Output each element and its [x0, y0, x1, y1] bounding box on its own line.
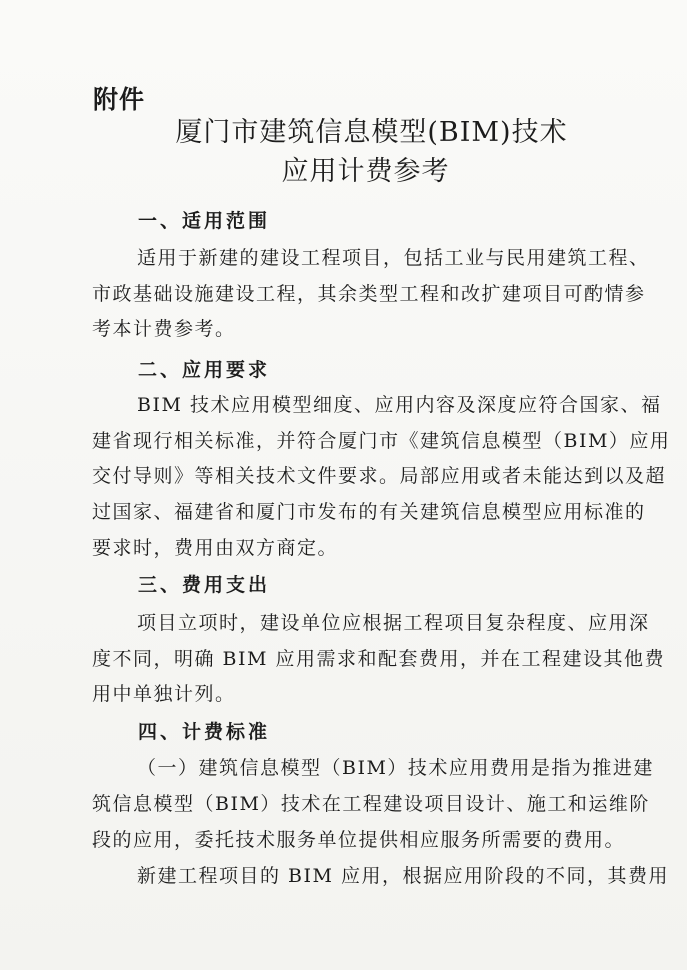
- annex-label: 附件: [93, 85, 146, 114]
- paragraph-line: 项目立项时，建设单位应根据工程项目复杂程度、应用深: [137, 612, 650, 634]
- paragraph-line: 用中单独计列。: [92, 683, 236, 705]
- section-heading-expenses: 三、费用支出: [138, 574, 271, 596]
- paragraph-line: 考本计费参考。: [92, 318, 236, 340]
- paragraph-line: BIM 技术应用模型细度、应用内容及深度应符合国家、福: [137, 394, 662, 416]
- paragraph-line: 交付导则》等相关技术文件要求。局部应用或者未能达到以及超: [92, 465, 667, 487]
- document-title-line-2: 应用计费参考: [281, 156, 450, 187]
- section-heading-scope: 一、适用范围: [138, 210, 271, 232]
- paragraph-line: 要求时，费用由双方商定。: [92, 537, 339, 559]
- paragraph-line: 建省现行相关标准，并符合厦门市《建筑信息模型（BIM）应用: [92, 430, 671, 452]
- paragraph-line: 市政基础设施建设工程，其余类型工程和改扩建项目可酌情参: [92, 283, 646, 305]
- paragraph-line: 新建工程项目的 BIM 应用，根据应用阶段的不同，其费用: [137, 865, 670, 887]
- section-heading-requirements: 二、应用要求: [138, 359, 271, 381]
- document-title-line-1: 厦门市建筑信息模型(BIM)技术: [175, 117, 568, 148]
- section-heading-fee-standard: 四、计费标准: [138, 721, 271, 743]
- paragraph-line: 适用于新建的建设工程项目，包括工业与民用建筑工程、: [137, 247, 650, 269]
- paragraph-line: 过国家、福建省和厦门市发布的有关建筑信息模型应用标准的: [92, 501, 646, 523]
- paragraph-line: 段的应用，委托技术服务单位提供相应服务所需要的费用。: [92, 829, 626, 851]
- paragraph-line: 度不同，明确 BIM 应用需求和配套费用，并在工程建设其他费: [92, 648, 666, 670]
- paragraph-line: （一）建筑信息模型（BIM）技术应用费用是指为推进建: [137, 757, 654, 779]
- paragraph-line: 筑信息模型（BIM）技术在工程建设项目设计、施工和运维阶: [92, 793, 650, 815]
